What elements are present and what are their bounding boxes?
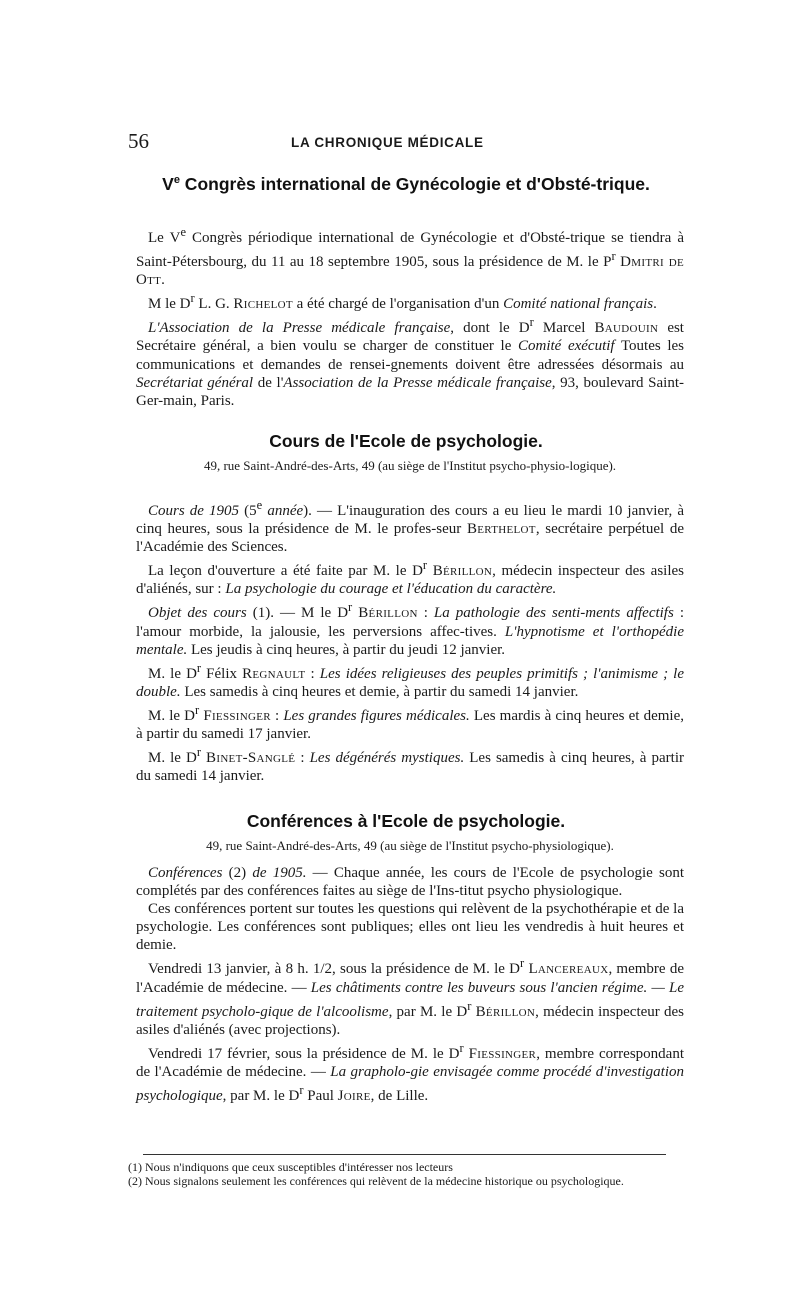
section-title-cours: Cours de l'Ecole de psychologie. bbox=[269, 431, 543, 451]
section-title-conferences: Conférences à l'Ecole de psychologie. bbox=[246, 811, 566, 831]
running-title: LA CHRONIQUE MÉDICALE bbox=[291, 135, 484, 150]
paragraph: M. le $D^r$ Félix Regnault : Les idées religieuses des peuples primitifs ; l'animisme ; le double. Les samedis à cinq heures et demie, à partir du samedi 14 janvier. bbox=[136, 660, 684, 700]
section-conferences-body bbox=[136, 864, 684, 1105]
section-cours-body bbox=[136, 496, 684, 785]
footnotes bbox=[128, 1161, 676, 1188]
section-address-cours: 49, rue Saint-André-des-Arts, 49 (au siège de l'Institut psycho-physio-logique). bbox=[203, 458, 617, 473]
section-title-congres: Ve Congrès international de Gynécologie et d'Obsté-trique. bbox=[162, 174, 650, 194]
paragraph: Le Ve Congrès périodique international de Gynécologie et d'Obsté-trique se tiendra à Saint-Pétersbourg, du 11 au 18 septembre 1905, sous la présidence de M. le $P^r$ Dmitri de Ott. bbox=[136, 225, 685, 289]
footnote-1: (1) Nous n'indiquons que ceux susceptibles d'intéresser nos lecteurs bbox=[128, 1160, 453, 1174]
paragraph: M. le $D^r$ Fiessinger : Les grandes figures médicales. Les mardis à cinq heures et demie, à partir du samedi 17 janvier. bbox=[136, 702, 685, 743]
running-head bbox=[128, 131, 668, 151]
paragraph: Conférences (2) de 1905. — Chaque année, les cours de l'Ecole de psychologie sont complétés par des conférences faites au siège de l'Ins-titut psycho physiologique. bbox=[136, 865, 684, 900]
footnote-divider bbox=[143, 1154, 666, 1155]
paragraph: Vendredi 13 janvier, à 8 h. 1/2, sous la présidence de M. le $D^r$ Lancereaux, membre de l'Académie de médecine. — Les châtiments contre les buveurs sous l'ancien régime. — Le traitement psycholo-gique de l'alcoolisme, par M. le $D^r$ Bérillon, médecin inspecteur des asiles d'aliénés (avec projections). bbox=[136, 956, 685, 1038]
paragraph: Vendredi 17 février, sous la présidence de M. le $D^r$ Fiessinger, membre correspondant de l'Académie de médecine. — La grapholo-gie envisagée comme procédé d'investigation psychologique, par M. le $D^r$ Paul Joire, de Lille. bbox=[136, 1040, 684, 1105]
paragraph: Ces conférences portent sur toutes les questions qui relèvent de la psychothérapie et de la psychologie. Les conférences sont publiques; elles ont lieu les vendredis à huit heures et demie. bbox=[136, 901, 684, 954]
section-address-conferences: 49, rue Saint-André-des-Arts, 49 (au siège de l'Institut psycho-physiologique). bbox=[206, 838, 614, 853]
paragraph: M. le $D^r$ Binet-Sanglé : Les dégénérés mystiques. Les samedis à cinq heures, à partir du samedi 14 janvier. bbox=[136, 745, 684, 785]
page-number: 56 bbox=[128, 129, 149, 153]
paragraph: Cours de 1905 (5e année). — L'inauguration des cours a eu lieu le mardi 10 janvier, à cinq heures, sous la présidence de M. le profes-seur Berthelot, secrétaire perpétuel de l'Académie des Sciences. bbox=[136, 498, 684, 556]
paragraph: L'Association de la Presse médicale française, dont le $D^r$ Marcel Baudouin est Secrétaire général, a bien voulu se charger de constituer le Comité exécutif Toutes les communications et demandes de rensei-gnements doivent être adressées désormais au Secrétariat général de l'Association de la Presse médicale française, 93, boulevard Saint-Ger-main, Paris. bbox=[136, 315, 684, 409]
footnote-2: (2) Nous signalons seulement les conférences qui relèvent de la médecine historique ou psychologique. bbox=[128, 1173, 624, 1188]
paragraph: M le $D^r$ L. G. Richelot a été chargé de l'organisation d'un Comité national français. bbox=[148, 291, 657, 313]
section-congres-body bbox=[136, 223, 684, 410]
paragraph: La leçon d'ouverture a été faite par M. le $D^r$ Bérillon, médecin inspecteur des asiles d'aliénés, sur : La psychologie du courage et l'éducation du caractère. bbox=[136, 558, 684, 598]
paragraph: Objet des cours (1). — M le $D^r$ Bérillon : La pathologie des senti-ments affectifs : l'amour morbide, la jalousie, les perversions affec-tives. L'hypnotisme et l'orthopédie mentale. Les jeudis à cinq heures, à partir du jeudi 12 janvier. bbox=[136, 600, 685, 658]
